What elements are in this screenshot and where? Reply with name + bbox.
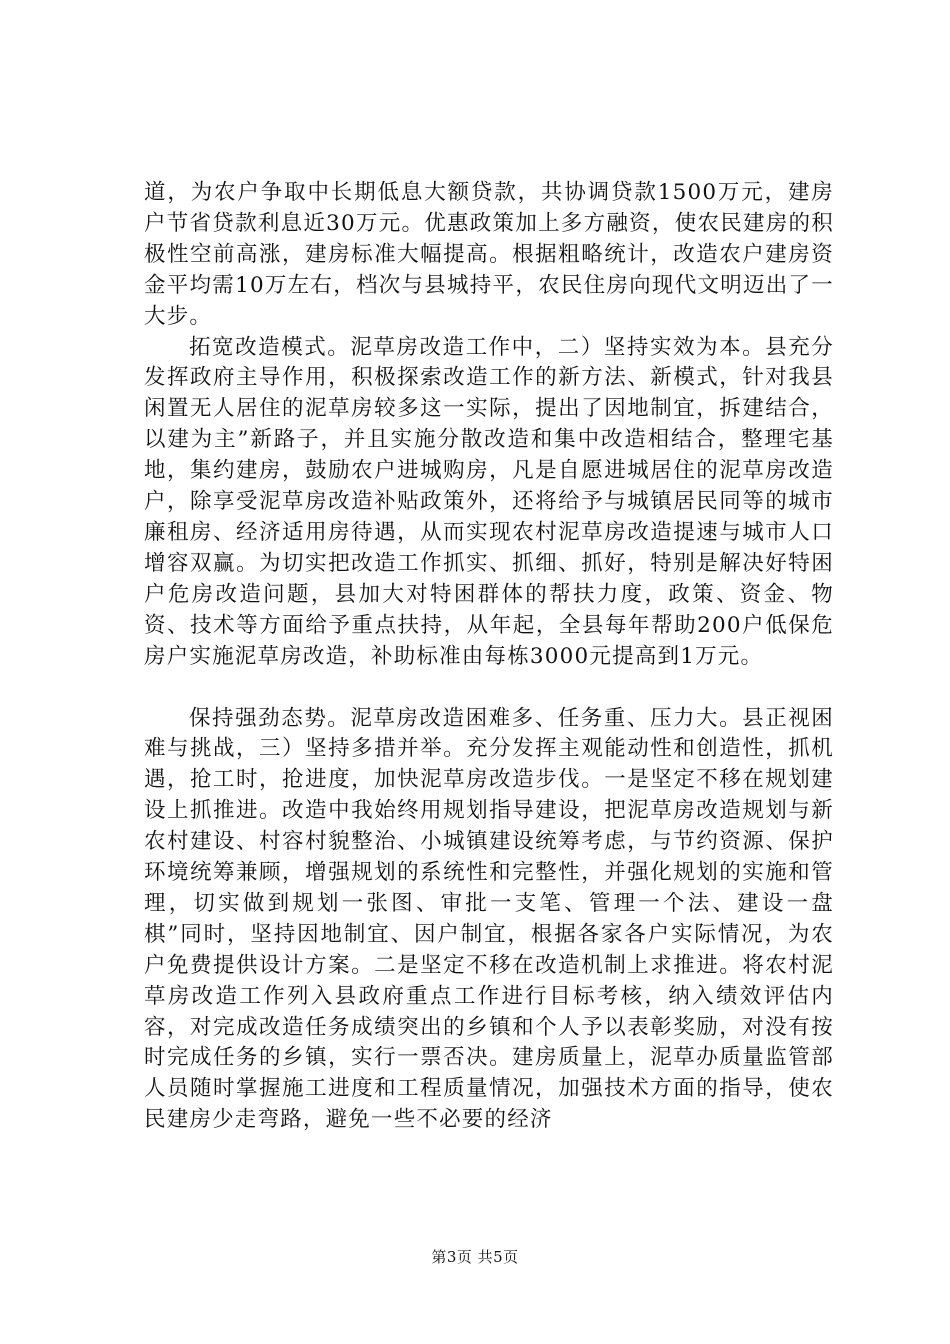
page-footer: 第3页 共5页 [431,1248,519,1266]
paragraph-expand-mode: 拓宽改造模式。泥草房改造工作中，二）坚持实效为本。县充分发挥政府主导作用，积极探索改造工作的新方法、新模式，针对我县闲置无人居住的泥草房较多这一实际，提出了因地制宜，拆建结合，以建为主”新路子，并且实施分散改造和集中改造相结合，整理宅基地，集约建房，鼓励农户进城购房，凡是自愿进城居住的泥草房改造户，除享受泥草房改造补贴政策外，还将给予与城镇居民同等的城市廉租房、经济适用房待遇，从而实现农村泥草房改造提速与城市人口增容双赢。为切实把改造工作抓实、抓细、抓好，特别是解决好特困户危房改造问题，县加大对特困群体的帮扶力度，政策、资金、物资、技术等方面给予重点扶持，从年起，全县每年帮助200户低保危房户实施泥草房改造，补助标准由每栋3000元提高到1万元。 [144,334,834,669]
paragraph-continuation: 道，为农户争取中长期低息大额贷款，共协调贷款1500万元，建房户节省贷款利息近30万元。优惠政策加上多方融资，使农民建房的积极性空前高涨，建房标准大幅提高。根据粗略统计，改造农户建房资金平均需10万左右，档次与县城持平，农民住房向现代文明迈出了一大步。 [144,180,834,329]
paragraph-spacer [144,673,834,704]
paragraph-keep-momentum: 保持强劲态势。泥草房改造困难多、任务重、压力大。县正视困难与挑战，三）坚持多措并举。充分发挥主观能动性和创造性，抓机遇，抢工时，抢进度，加快泥草房改造步伐。一是坚定不移在规划建设上抓推进。改造中我始终用规划指导建设，把泥草房改造规划与新农村建设、村容村貌整治、小城镇建设统筹考虑，与节约资源、保护环境统筹兼顾，增强规划的系统性和完整性，并强化规划的实施和管理，切实做到规划一张图、审批一支笔、管理一个法、建设一盘棋”同时，坚持因地制宜、因户制宜，根据各家各户实际情况，为农户免费提供设计方案。二是坚定不移在改造机制上求推进。将农村泥草房改造工作列入县政府重点工作进行目标考核，纳入绩效评估内容，对完成改造任务成绩突出的乡镇和个人予以表彰奖励，对没有按时完成任务的乡镇，实行一票否决。建房质量上，泥草办质量监管部人员随时掌握施工进度和工程质量情况，加强技术方面的指导，使农民建房少走弯路，避免一些不必要的经济 [144,705,834,1133]
document-body [144,178,834,1136]
